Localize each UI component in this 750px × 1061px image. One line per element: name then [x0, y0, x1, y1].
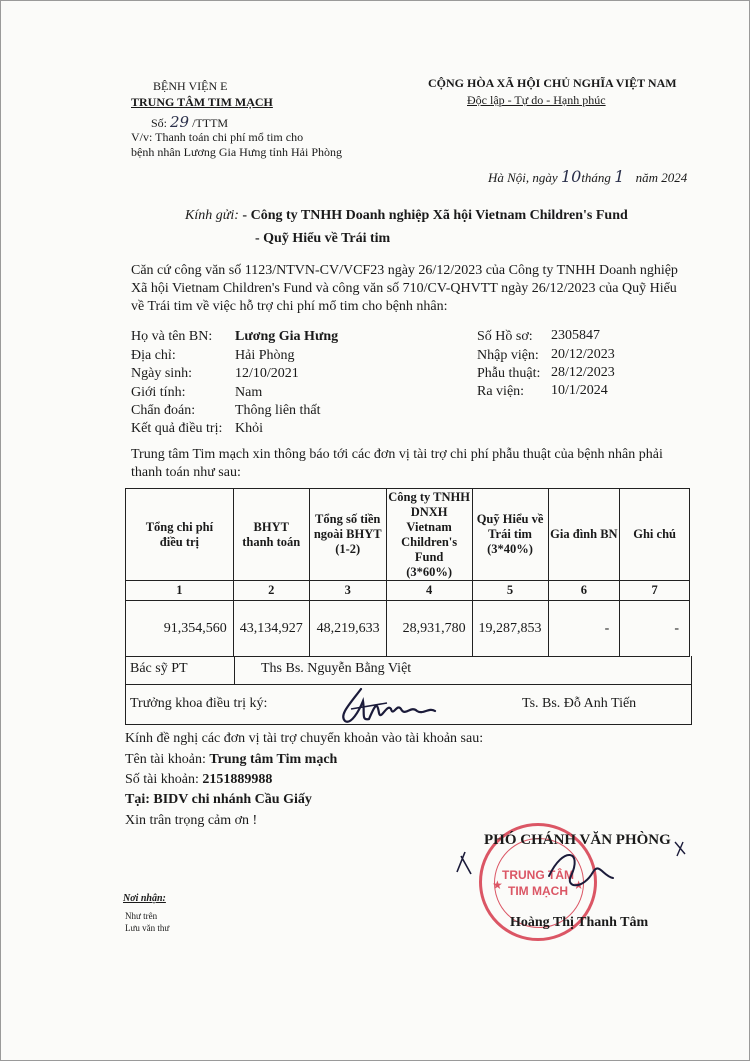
recipient-1: - Công ty TNHH Doanh nghiệp Xã hội Vietnam Children's Fund	[242, 208, 628, 223]
record-number: 2305847	[551, 328, 600, 343]
discharge-date: 10/1/2024	[551, 383, 608, 398]
result: Khỏi	[235, 421, 263, 436]
notice-line-1: Trung tâm Tim mạch xin thông báo tới các đơn vị tài trợ chi phí phẫu thuật của bệnh nhân phải	[131, 447, 663, 462]
signer-signature	[453, 836, 693, 906]
head-label: Trưởng khoa điều trị ký:	[130, 696, 268, 711]
surgeon-row-divider	[234, 656, 235, 684]
account-name: Trung tâm Tim mạch	[209, 752, 338, 767]
account-number-line	[125, 772, 272, 788]
patient-address-label: Địa chỉ:	[131, 348, 176, 363]
national-motto: Độc lập - Tự do - Hạnh phúc	[467, 93, 606, 107]
thanks: Xin trân trọng cảm ơn !	[125, 813, 258, 828]
col-index: 4	[386, 581, 472, 601]
date-prefix: Hà Nội, ngày	[488, 170, 558, 185]
admit-date: 20/12/2023	[551, 347, 615, 362]
col-index: 2	[233, 581, 309, 601]
bank-label: Tại:	[125, 792, 150, 807]
col-header-outside-insurance: Tổng số tiền ngoài BHYT (1-2)	[309, 489, 386, 581]
stamp-line-1: TRUNG TÂM	[502, 868, 574, 882]
cost-table-header-row	[126, 489, 690, 581]
doc-number-suffix: /TTTM	[192, 116, 229, 130]
col-header-insurance: BHYT thanh toán	[233, 489, 309, 581]
patient-dob: 12/10/2021	[235, 366, 299, 381]
recv-label: Nơi nhận:	[123, 893, 166, 904]
stamp-star-right: ★	[573, 878, 584, 892]
admit-label: Nhập viện:	[477, 348, 539, 363]
date-suffix: năm 2024	[635, 170, 688, 185]
col-index: 6	[548, 581, 620, 601]
date-day: 10	[560, 167, 582, 186]
col-index: 5	[472, 581, 548, 601]
head-signature	[331, 681, 451, 729]
record-label: Số Hồ sơ:	[477, 329, 533, 344]
recipients-label: Kính gửi:	[185, 208, 239, 223]
patient-sex: Nam	[235, 385, 263, 400]
cost-table	[125, 488, 690, 657]
result-label: Kết quả điều trị:	[131, 421, 223, 436]
discharge-label: Ra viện:	[477, 384, 525, 399]
col-header-vcf: Công ty TNHH DNXH Vietnam Children's Fund (3*60%)	[386, 489, 472, 581]
patient-name-label: Họ và tên BN:	[131, 329, 213, 344]
doc-number	[151, 113, 228, 131]
bank-request: Kính đề nghị các đơn vị tài trợ chuyển khoản vào tài khoản sau:	[125, 731, 484, 746]
value-outside-insurance: 48,219,633	[309, 601, 386, 657]
notice-line-2: thanh toán như sau:	[131, 465, 241, 480]
value-total: 91,354,560	[126, 601, 234, 657]
head-name: Ts. Bs. Đỗ Anh Tiến	[522, 696, 637, 711]
account-name-label: Tên tài khoản:	[125, 752, 206, 767]
doc-number-hand: 29	[170, 113, 190, 131]
bank-line	[125, 792, 312, 808]
intro-line-1: Căn cứ công văn số 1123/NTVN-CV/VCF23 ngày 26/12/2023 của Công ty TNHH Doanh nghiệp	[131, 263, 678, 278]
value-notes: -	[620, 601, 690, 657]
date-mid: tháng	[581, 170, 611, 185]
value-insurance: 43,134,927	[233, 601, 309, 657]
col-header-notes: Ghi chú	[620, 489, 690, 581]
doc-number-label: Số:	[151, 116, 168, 130]
intro-line-3: về Trái tim về việc hỗ trợ chi phí mổ tim cho bệnh nhân:	[131, 299, 448, 314]
cost-table-value-row	[126, 601, 690, 657]
bank-name: BIDV chi nhánh Cầu Giấy	[153, 792, 312, 807]
subject-line-2: bệnh nhân Lương Gia Hưng tỉnh Hải Phòng	[131, 145, 342, 159]
col-header-total: Tổng chi phí điều trị	[126, 489, 234, 581]
country-name: CỘNG HÒA XÃ HỘI CHỦ NGHĨA VIỆT NAM	[428, 76, 677, 90]
col-index: 3	[309, 581, 386, 601]
surgery-date: 28/12/2023	[551, 365, 615, 380]
value-vcf: 28,931,780	[386, 601, 472, 657]
org-name: BỆNH VIỆN E	[153, 79, 228, 93]
col-index: 7	[620, 581, 690, 601]
stamp-line-2: TIM MẠCH	[508, 884, 568, 898]
patient-name: Lương Gia Hưng	[235, 329, 339, 344]
stamp-star-left: ★	[492, 878, 503, 892]
issue-date	[488, 167, 687, 186]
account-number-label: Số tài khoản:	[125, 772, 199, 787]
recv-item-1: Như trên	[125, 911, 158, 921]
diagnosis: Thông liên thất	[235, 403, 321, 418]
date-month: 1	[614, 167, 625, 186]
intro-line-2: Xã hội Vietnam Children's Fund và công văn số 710/CV-QHVTT ngày 26/12/2023 của Quỹ Hiểu	[131, 281, 677, 296]
value-heart-fund: 19,287,853	[472, 601, 548, 657]
dept-name: TRUNG TÂM TIM MẠCH	[131, 95, 273, 109]
col-header-family: Gia đình BN	[548, 489, 620, 581]
signer-name: Hoàng Thị Thanh Tâm	[510, 915, 649, 930]
value-family: -	[548, 601, 620, 657]
diagnosis-label: Chẩn đoán:	[131, 403, 196, 418]
recv-item-2: Lưu văn thư	[125, 923, 170, 933]
recipient-2: - Quỹ Hiểu về Trái tim	[255, 231, 391, 246]
patient-dob-label: Ngày sinh:	[131, 366, 193, 381]
recipients-line-1	[185, 208, 628, 224]
cost-table-index-row	[126, 581, 690, 601]
subject-line-1: V/v: Thanh toán chi phí mổ tim cho	[131, 130, 304, 144]
col-header-heart-fund: Quỹ Hiểu về Trái tim (3*40%)	[472, 489, 548, 581]
account-name-line	[125, 752, 337, 768]
account-number: 2151889988	[202, 772, 273, 787]
col-index: 1	[126, 581, 234, 601]
surgeon-name: Ths Bs. Nguyễn Bằng Việt	[261, 661, 412, 676]
surgery-label: Phẫu thuật:	[477, 366, 541, 381]
signer-title: PHÓ CHÁNH VĂN PHÒNG	[484, 832, 671, 848]
patient-sex-label: Giới tính:	[131, 385, 186, 400]
patient-address: Hải Phòng	[235, 348, 295, 363]
surgeon-label: Bác sỹ PT	[130, 661, 188, 676]
